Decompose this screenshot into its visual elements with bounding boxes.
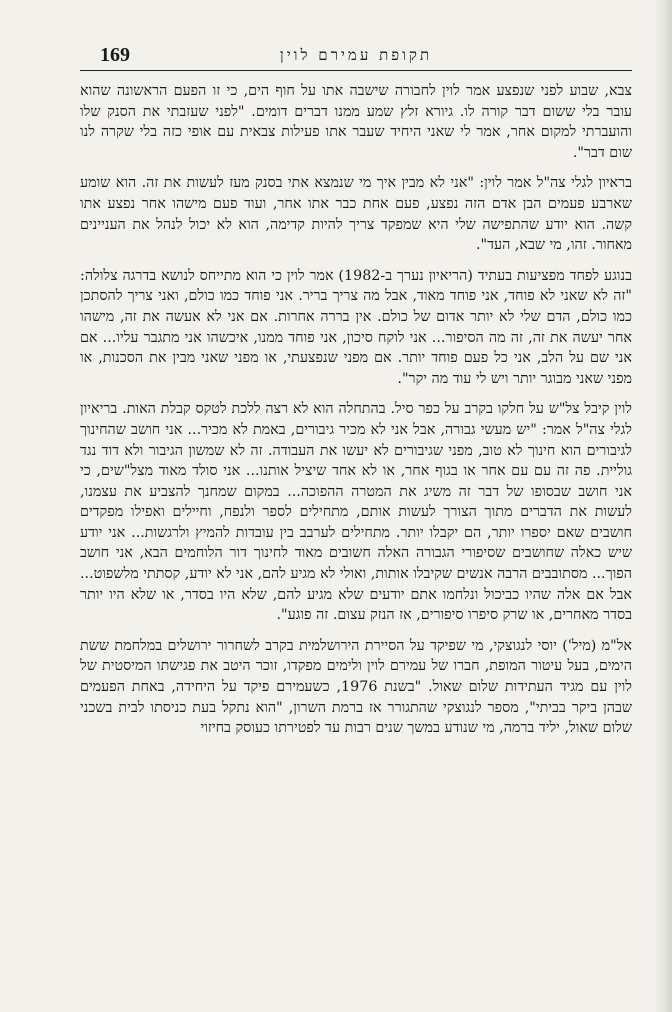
paragraph: אל"מ (מיל') יוסי לנגוצקי, מי שפיקד על הסיירת הירושלמית בקרב לשחרור ירושלים במלחמת ששת הימים, בעל עיטור המופת, חברו של עמירם לוין ולימים מפקדו, זוכר היטב את פגישתו המיסטית של לוין עם מגיד העתידות שלום שאול. "בשנת 1976, כשעמירם פיקד על היחידה, באחת הפעמים שבהן ביקר בביתי", מספר לנגוצקי שהתגורר אז ברמת השרון, "הוא נתקל בעת כניסתו לבית בשכני שלום שאול, יליד ברמה, מי שנודע במשך שנים רבות עד לפטירתו כעוסק בחיזוי bbox=[80, 637, 632, 737]
running-title: תקופת עמירם לוין bbox=[279, 46, 433, 64]
page-number: 169 bbox=[100, 44, 130, 66]
paragraph: בראיון לגלי צה"ל אמר לוין: "אני לא מבין איך מי שנמצא אתי בסנק מעז לעשות את זה. הוא שומע שארבע פעמים הבן אדם הזה נפצע, פעם אחת כבר אתו אחר, ועוד פעם מישהו אחר נפצע אתו קשה. הוא יודע שהתפישה שלי היא שמפקד צריך להיות קדימה, הוא לא יכול לנהל את העניינים מאחור. זהו, מי שבא, העד". bbox=[80, 175, 632, 254]
page-gutter-shadow bbox=[654, 0, 672, 1012]
page-body bbox=[80, 81, 632, 739]
paragraph: בנוגע לפחד מפציעות בעתיד (הריאיון נערך ב-1982) אמר לוין כי הוא מתייחס לנושא בדרגה צלולה: "זה לא שאני לא פוחד, אני פוחד מאוד, אבל מה צריך בריר. אני פוחד כמו כולם, ואני צריך להסתכן כמו כולם, הדם שלי לא יותר אדום של כולם. אין בררה אחרות. אם אני לא אעשה את זה, מישהו אחר יעשה את זה, זה מה הסיפור... אני לוקח סיכון, אני פוחד ממנו, איכשהו אני מתגבר עליו... אם אני שם על הלב, אני כל פעם פוחד יותר. אם מפני שנפצעתי, או מפני שאני מבין את הסכנות, או מפני שאני מבוגר יותר ויש לי עוד מה יקר". bbox=[80, 267, 632, 387]
paragraph: לוין קיבל צל"ש על חלקו בקרב על כפר סיל. בהתחלה הוא לא רצה ללכת לטקס קבלת האות. בריאיון לגלי צה"ל אמר: "יש מעשי גבורה, אבל אני לא מכיר גיבורים, באמת לא מכיר... אני חושב שהחינוך לגיבורים הוא חינוך לא טוב, מפני שגיבורים לא יעשו את העבודה. זה לא שמשון הגיבור ולא דוד נגד גוליית. פה זה עם עם אחר או בגוף אחר, או לא אחד שיציל אותנו... אני סולד מאוד מצל"שים, כי אני חושב שבסופו של דבר זה משיג את המטרה ההפוכה... במקום שמחנך להצביע את עצמנו, לעשות את הדברים מתוך הצורך לעשות אותם, מתחילים לספר ולנפח, וחיילים ואפילו מפקדים חושבים שאם יספרו יותר, הם יקבלו יותר. מתחילים לערבב בין עובדות להמיץ ולרגשות... אני יודע שיש כאלה שחושבים שסיפורי הגבורה האלה חשובים מאוד לחינוך דור הלוחמים הבא, אני חושב הפוך... מסתובבים הרבה אנשים שקיבלו אותות, ואולי לא מגיע להם, אני לא יודע, קסתתי מלשפוט... אבל אם אלה שהיו כביכול ונלחמו אתם יודעים שלא מגיע להם, שלא היו בסדר, או שלא היו יותר בסדר מאחרים, או שרק סיפרו סיפורים, אז הנזק עצום. זה פוגע". bbox=[80, 401, 632, 624]
page-header bbox=[80, 40, 632, 71]
paragraph: צבא, שבוע לפני שנפצע אמר לוין לחבורה שישבה אתו על חוף הים, כי זו הפעם הראשונה שהוא עובר בלי ששום דבר קורה לו. גיורא זלץ שמע ממנו דברים דומים. "לפני שעזבתי את הסנק שלו והועברתי למקום אחר, אמר לי שאני היחיד שעבר אתו פעילות צבאית עם אופי כזה בלי שקרה לנו שום דבר". bbox=[80, 83, 632, 161]
